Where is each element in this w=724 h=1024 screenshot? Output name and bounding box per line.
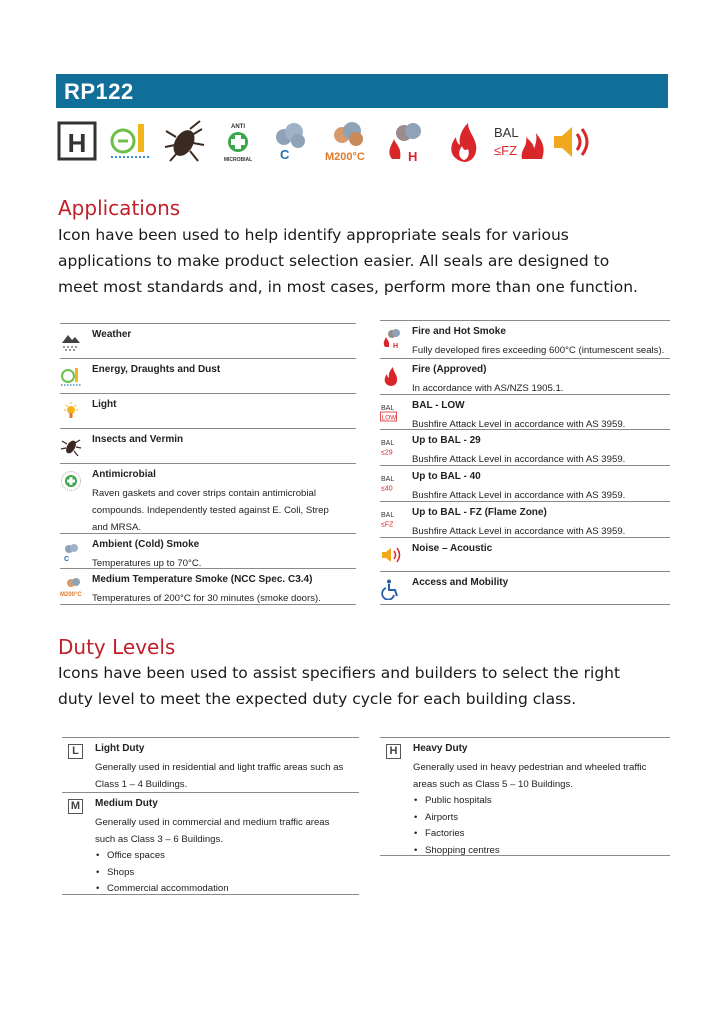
cold-smoke-icon: [268, 119, 312, 165]
svg-text:≤FZ: ≤FZ: [381, 521, 394, 529]
bal-fz-icon: [492, 119, 548, 165]
application-row-antimicrobial: [60, 463, 356, 533]
duty-row-heavy: [380, 737, 670, 856]
svg-text:M200°C: M200°C: [60, 592, 82, 597]
duty-bullet: • Factories: [413, 826, 675, 843]
heavy-duty-icon: H: [386, 744, 401, 759]
desc-line: areas such as Class 5 – 10 Buildings.: [413, 779, 573, 790]
desc-line: Bushfire Attack Level in accordance with AS 3959.: [412, 490, 626, 501]
noise-icon: [550, 119, 594, 165]
svg-text:ANTI: ANTI: [231, 124, 245, 130]
duty-desc: [95, 814, 357, 898]
desc-line: Generally used in residential and light traffic areas such as: [95, 762, 344, 773]
desc-line: and MRSA.: [92, 522, 142, 533]
antimicrobial-icon: [60, 470, 82, 492]
application-desc: [412, 342, 672, 359]
desc-line: compounds. Independently tested against E. Coli, Strep: [92, 505, 329, 516]
fire-icon: [380, 365, 402, 387]
duty-intro-line: Icons have been used to assist specifiers and builders to select the right: [58, 664, 621, 682]
duty-bullet: • Shopping centres: [413, 843, 675, 860]
svg-text:≤29: ≤29: [381, 449, 393, 457]
application-title: Ambient (Cold) Smoke: [92, 539, 200, 550]
desc-line: Generally used in heavy pedestrian and wheeled traffic: [413, 762, 647, 773]
bal-40-icon: [380, 472, 402, 494]
weather-icon: [60, 330, 82, 352]
application-title: BAL - LOW: [412, 400, 465, 411]
bal-low-icon: [380, 401, 402, 423]
application-title: Weather: [92, 329, 132, 340]
svg-text:H: H: [408, 149, 418, 164]
application-row-insects: [60, 428, 356, 463]
fire-icon: [442, 119, 486, 165]
duty-desc: [413, 759, 675, 859]
energy-icon: [60, 365, 82, 387]
application-row-light: [60, 393, 356, 428]
insect-icon: [162, 119, 206, 165]
light-duty-icon: L: [68, 744, 83, 759]
svg-text:MICROBIAL: MICROBIAL: [223, 157, 253, 163]
bal-29-icon: [380, 436, 402, 458]
duty-levels-heading: Duty Levels: [58, 635, 176, 659]
applications-intro-line: applications to make product selection easier. All seals are designed to: [58, 252, 610, 270]
application-title: Energy, Draughts and Dust: [92, 364, 221, 375]
desc-line: Temperatures up to 70°C.: [92, 558, 202, 569]
application-title: Noise – Acoustic: [412, 543, 493, 554]
application-row-fire-hot-smoke: [380, 320, 670, 358]
svg-text:LOW: LOW: [381, 414, 397, 422]
svg-text:≤FZ: ≤FZ: [494, 143, 518, 158]
duty-title: Heavy Duty: [413, 743, 468, 754]
desc-line: Bushfire Attack Level in accordance with AS 3959.: [412, 526, 626, 537]
application-desc: [92, 485, 352, 536]
desc-line: Bushfire Attack Level in accordance with AS 3959.: [412, 419, 626, 430]
applications-intro-line: meet most standards and, in most cases, perform more than one function.: [58, 278, 638, 296]
accessibility-icon: [380, 578, 402, 600]
application-desc: [92, 590, 352, 607]
application-title: Medium Temperature Smoke (NCC Spec. C3.4): [92, 574, 313, 585]
duty-table-right: [380, 737, 670, 856]
svg-text:BAL: BAL: [381, 405, 395, 412]
antimicrobial-icon: [216, 119, 260, 165]
duty-bullet-list: [95, 848, 357, 898]
application-title: Insects and Vermin: [92, 434, 184, 445]
svg-text:M200°C: M200°C: [325, 151, 365, 163]
heavy-duty-h-icon: [56, 119, 100, 165]
desc-line: such as Class 3 – 6 Buildings.: [95, 834, 223, 845]
application-row-noise: [380, 537, 670, 571]
desc-line: Fully developed fires exceeding 600°C (intumescent seals).: [412, 345, 665, 356]
insect-icon: [60, 435, 82, 457]
desc-line: Raven gaskets and cover strips contain antimicrobial: [92, 488, 316, 499]
application-row-energy: [60, 358, 356, 393]
duty-intro-line: duty level to meet the expected duty cycle for each building class.: [58, 690, 577, 708]
svg-text:BAL: BAL: [381, 512, 395, 519]
application-title: Access and Mobility: [412, 577, 509, 588]
svg-text:BAL: BAL: [381, 440, 395, 447]
application-row-medium-smoke: [60, 568, 356, 605]
desc-line: Generally used in commercial and medium traffic areas: [95, 817, 330, 828]
applications-heading: Applications: [58, 196, 181, 220]
desc-line: In accordance with AS/NZS 1905.1.: [412, 383, 564, 394]
application-row-fire-approved: [380, 358, 670, 394]
svg-text:≤40: ≤40: [381, 485, 393, 493]
duty-title: Medium Duty: [95, 798, 158, 809]
fire-hot-smoke-icon: [380, 327, 402, 349]
applications-intro: [58, 222, 668, 300]
desc-line: Temperatures of 200°C for 30 minutes (smoke doors).: [92, 593, 321, 604]
duty-bullet: • Public hospitals: [413, 793, 675, 810]
svg-text:C: C: [64, 556, 70, 562]
medium-smoke-icon: [60, 575, 88, 597]
application-title: Up to BAL - 29: [412, 435, 481, 446]
svg-text:H: H: [67, 128, 87, 158]
medium-duty-icon: M: [68, 799, 83, 814]
desc-line: Bushfire Attack Level in accordance with AS 3959.: [412, 454, 626, 465]
application-row-bal-fz: [380, 501, 670, 537]
duty-bullet: • Office spaces: [95, 848, 357, 865]
cold-smoke-icon: [60, 540, 82, 562]
duty-row-medium: [62, 792, 359, 895]
product-banner: [56, 74, 668, 108]
application-title: Fire (Approved): [412, 364, 487, 375]
energy-icon: [108, 119, 152, 165]
fire-hot-smoke-icon: [382, 119, 426, 165]
desc-line: Class 1 – 4 Buildings.: [95, 779, 188, 790]
duty-bullet: • Shops: [95, 865, 357, 882]
application-title: Up to BAL - FZ (Flame Zone): [412, 507, 547, 518]
applications-intro-line: Icon have been used to help identify appropriate seals for various: [58, 226, 569, 244]
svg-text:BAL: BAL: [494, 125, 519, 140]
application-title: Light: [92, 399, 117, 410]
duty-title: Light Duty: [95, 743, 145, 754]
duty-bullet: • Airports: [413, 810, 675, 827]
light-icon: [60, 400, 82, 422]
svg-text:BAL: BAL: [381, 476, 395, 483]
product-code: RP122: [64, 79, 134, 104]
applications-table-left: [60, 323, 356, 605]
application-title: Fire and Hot Smoke: [412, 326, 506, 337]
application-row-bal-40: [380, 465, 670, 501]
application-row-access: [380, 571, 670, 605]
noise-icon: [380, 544, 402, 566]
svg-text:C: C: [280, 147, 290, 162]
application-row-cold-smoke: [60, 533, 356, 568]
duty-table-left: [62, 737, 359, 895]
duty-row-light: [62, 737, 359, 792]
svg-text:H: H: [393, 343, 399, 349]
application-title: Antimicrobial: [92, 469, 156, 480]
application-title: Up to BAL - 40: [412, 471, 481, 482]
duty-levels-intro: [58, 660, 668, 712]
application-row-bal-low: [380, 394, 670, 429]
medium-smoke-icon: [322, 119, 374, 165]
bal-fz-icon: [380, 508, 402, 530]
icon-strip: [56, 119, 616, 167]
application-row-bal-29: [380, 429, 670, 465]
duty-desc: [95, 759, 357, 793]
duty-bullet-list: [413, 793, 675, 859]
applications-table-right: [380, 320, 670, 605]
application-row-weather: [60, 323, 356, 358]
duty-bullet: • Commercial accommodation: [95, 881, 357, 898]
